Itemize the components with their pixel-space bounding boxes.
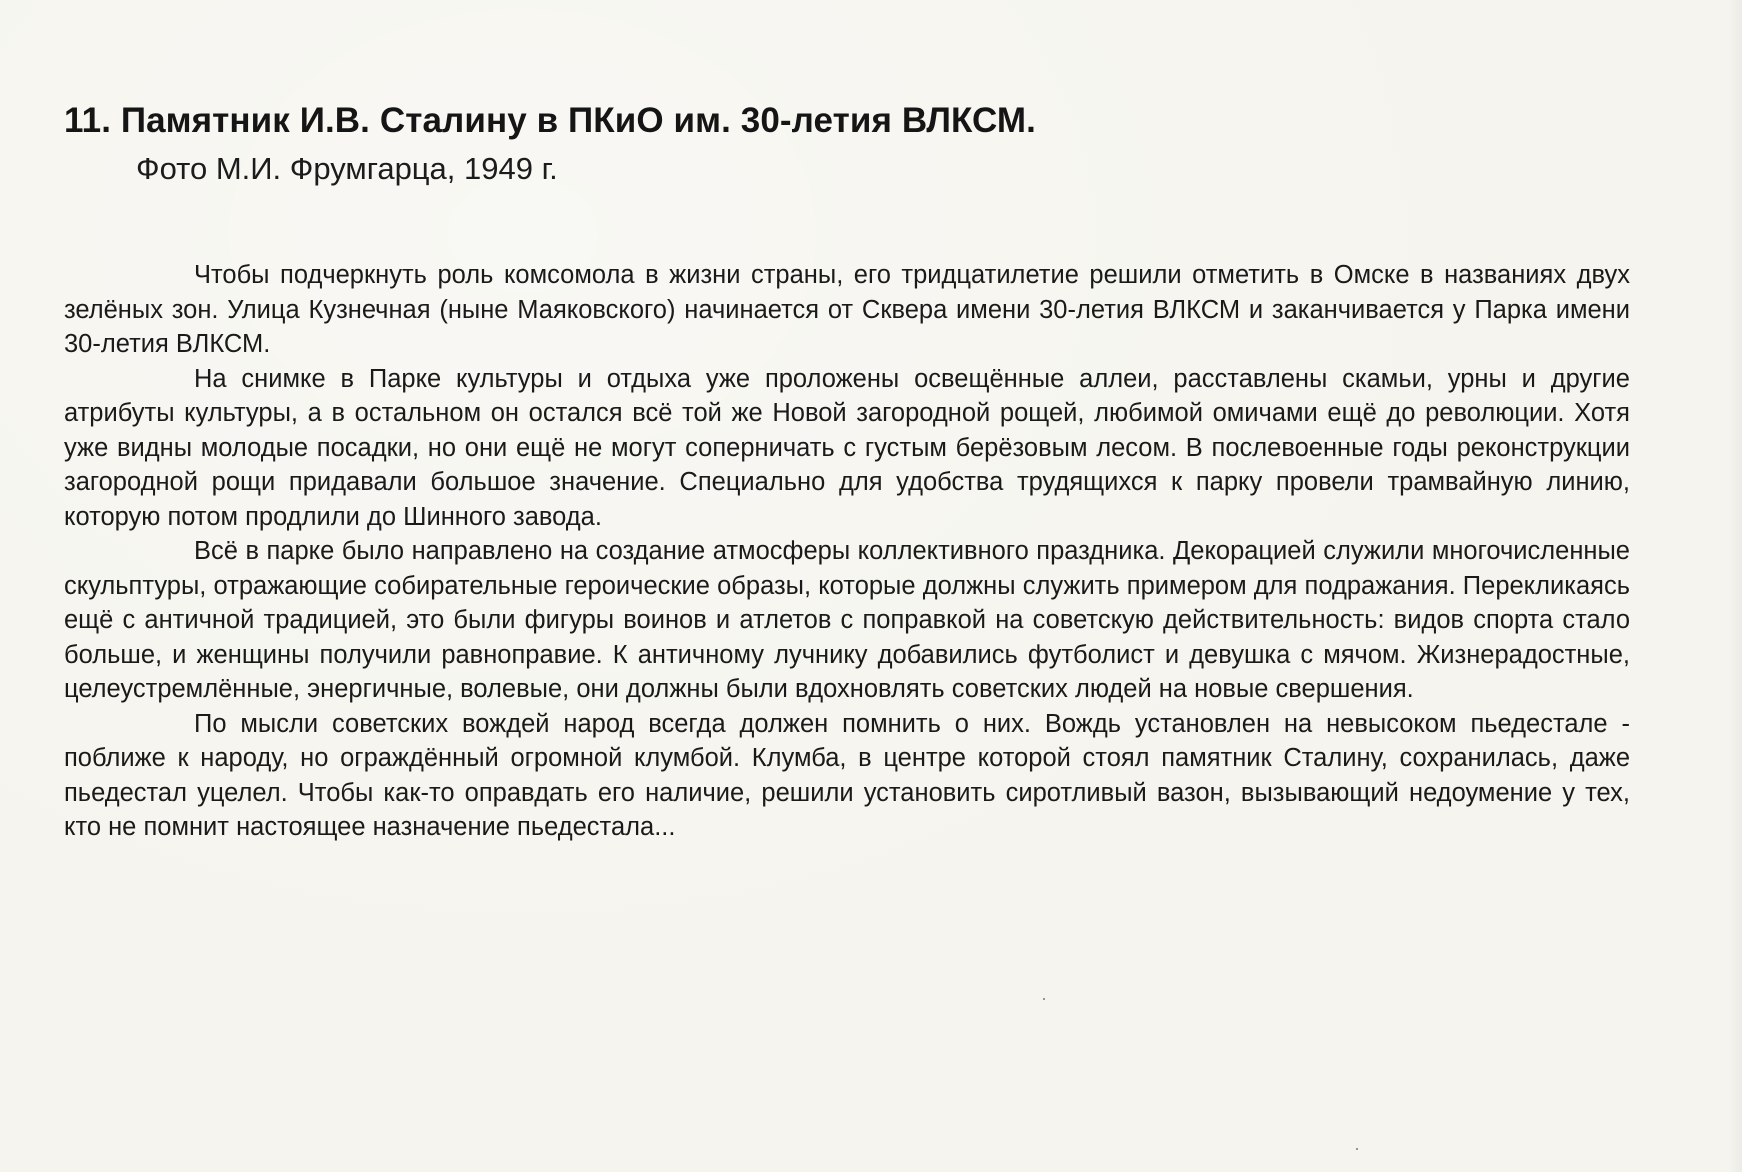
paragraph-1: Чтобы подчеркнуть роль комсомола в жизни страны, его тридцатилетие решили отметить в Омске в названиях двух зелёных зон. Улица Кузнечная (ныне Маяковского) начинается от Сквера имени 30-летия ВЛКСМ и заканчивается у Парка имени 30-летия ВЛКСМ. [64, 261, 1630, 358]
document-body [64, 258, 1630, 845]
paragraph-2: На снимке в Парке культуры и отдыха уже проложены освещённые аллеи, расставлены скамьи, урны и другие атрибуты культуры, а в остальном он остался всё той же Новой загородной рощей, любимой омичами ещё до революции. Хотя уже видны молодые посадки, но они ещё не могут соперничать с густым берёзовым лесом. В послевоенные годы реконструкции загородной рощи придавали большое значение. Специально для удобства трудящихся к парку провели трамвайную линию, которую потом продлили до Шинного завода. [64, 364, 1630, 531]
document-title: 11. Памятник И.В. Сталину в ПКиО им. 30-летия ВЛКСМ. [64, 101, 1036, 140]
photo-credit: Фото М.И. Фрумгарца, 1949 г. [136, 151, 558, 186]
paragraph-3: Всё в парке было направлено на создание атмосферы коллективного праздника. Декорацией служили многочисленные скульптуры, отражающие собирательные героические образы, которые должны служить примером для подражания. Перекликаясь ещё с античной традицией, это были фигуры воинов и атлетов с поправкой на советскую действительность: видов спорта стало больше, и женщины получили равноправие. К античному лучнику добавились футболист и девушка с мячом. Жизнерадостные, целеустремлённые, энергичные, волевые, они должны были вдохновлять советских людей на новые свершения. [64, 537, 1630, 703]
paragraph-4: По мысли советских вождей народ всегда должен помнить о них. Вождь установлен на невысоком пьедестале - поближе к народу, но ограждённый огромной клумбой. Клумба, в центре которой стоял памятник Сталину, сохранилась, даже пьедестал уцелел. Чтобы как-то оправдать его наличие, решили установить сиротливый вазон, вызывающий недоумение у тех, кто не помнит настоящее назначение пьедестала... [64, 709, 1630, 841]
paper-speck [1356, 1148, 1358, 1150]
page-edge-shadow [1728, 0, 1742, 1172]
paper-speck [1043, 998, 1045, 1000]
